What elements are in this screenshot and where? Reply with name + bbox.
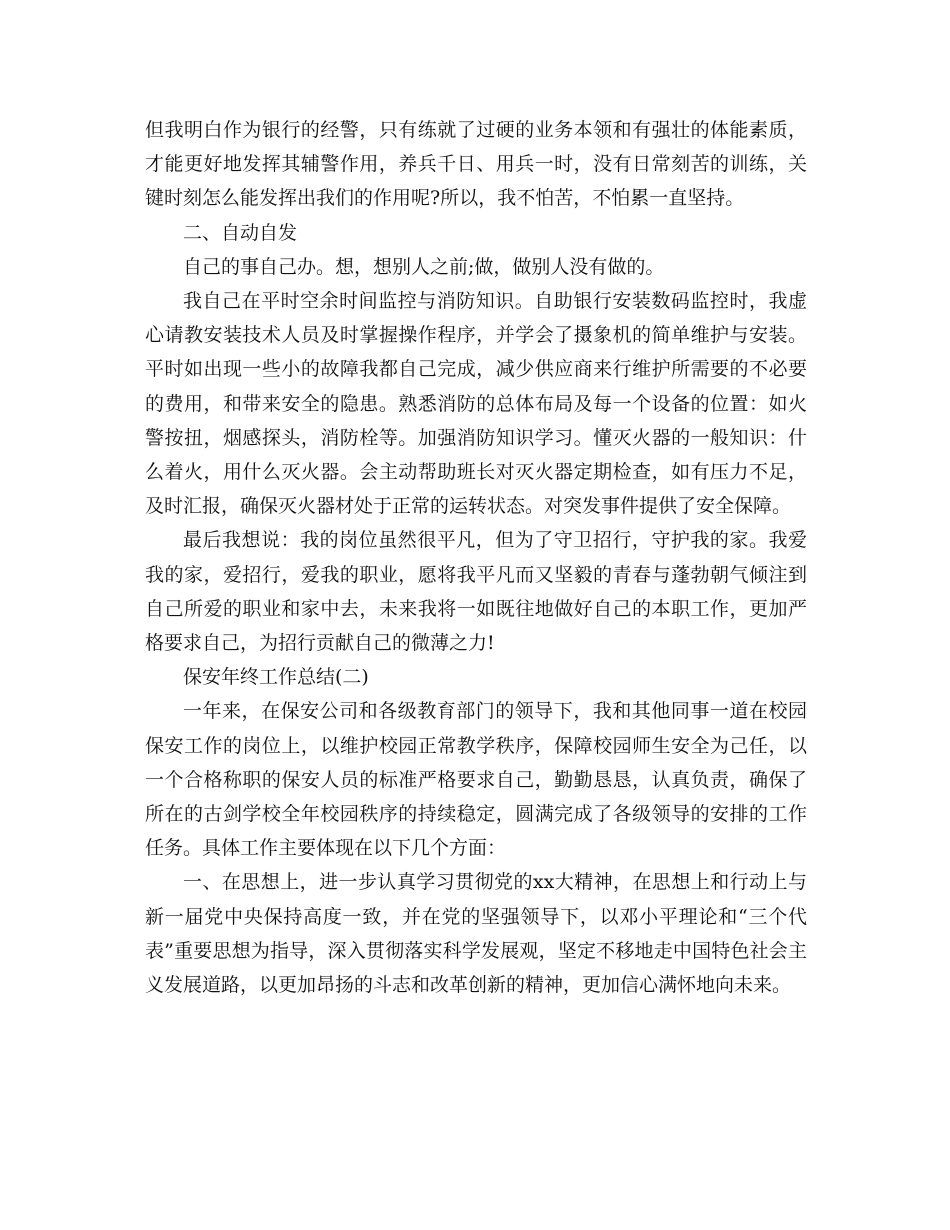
paragraph: 我自己在平时空余时间监控与消防知识。自助银行安装数码监控时，我虚心请教安装技术人员及时掌握操作程序，并学会了摄象机的简单维护与安装。平时如出现一些小的故障我都自己完成，减少供应商来行维护所需要的不必要的费用，和带来安全的隐患。熟悉消防的总体布局及每一个设备的位置：如火警按扭，烟感探头，消防栓等。加强消防知识学习。懂灭火器的一般知识：什么着火，用什么灭火器。会主动帮助班长对灭火器定期检查，如有压力不足，及时汇报，确保灭火器材处于正常的运转状态。对突发事件提供了安全保障。: [145, 290, 807, 518]
document-body: [145, 113, 807, 1002]
paragraph: 自己的事自己办。想，想别人之前;做，做别人没有做的。: [183, 255, 665, 278]
document-subtitle: 保安年终工作总结(二): [183, 666, 369, 689]
paragraph: 一、在思想上，进一步认真学习贯彻党的xx大精神，在思想上和行动上与新一届党中央保持高度一致，并在党的坚强领导下，以邓小平理论和“三个代表”重要思想为指导，深入贯彻落实科学发展观，坚定不移地走中国特色社会主义发展道路，以更加昂扬的斗志和改革创新的精神，更加信心满怀地向未来。: [145, 871, 807, 997]
paragraph-continuation: 但我明白作为银行的经警，只有练就了过硬的业务本领和有强壮的体能素质，才能更好地发挥其辅警作用，养兵千日、用兵一时，没有日常刻苦的训练，关键时刻怎么能发挥出我们的作用呢?所以，我不怕苦，不怕累一直坚持。: [145, 119, 807, 210]
section-heading-self-motivation: 二、自动自发: [183, 221, 298, 244]
paragraph: 最后我想说：我的岗位虽然很平凡，但为了守卫招行，守护我的家。我爱我的家，爱招行，爱我的职业，愿将我平凡而又坚毅的青春与蓬勃朝气倾注到自己所爱的职业和家中去，未来我将一如既往地做好自己的本职工作，更加严格要求自己，为招行贡献自己的微薄之力!: [145, 529, 807, 655]
paragraph: 一年来，在保安公司和各级教育部门的领导下，我和其他同事一道在校园保安工作的岗位上，以维护校园正常教学秩序，保障校园师生安全为己任，以一个合格称职的保安人员的标准严格要求自己，勤勤恳恳，认真负责，确保了所在的古剑学校全年校园秩序的持续稳定，圆满完成了各级领导的安排的工作任务。具体工作主要体现在以下几个方面：: [145, 700, 807, 860]
